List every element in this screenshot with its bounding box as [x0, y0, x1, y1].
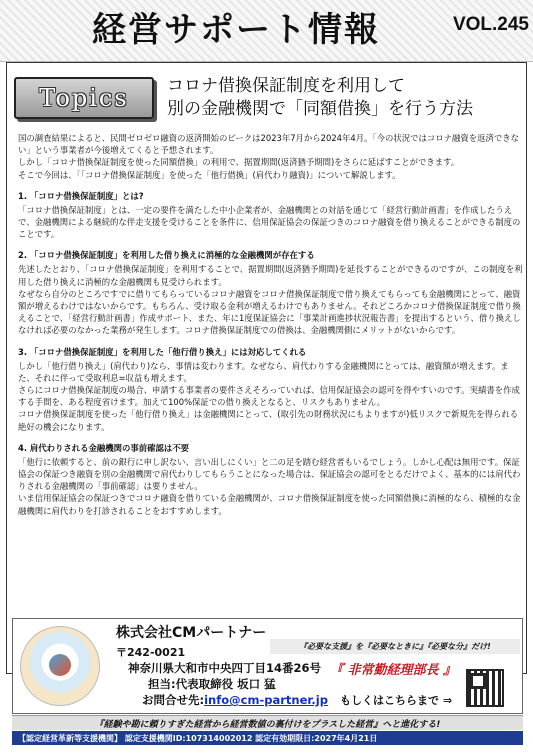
- topics-label: Topics: [39, 84, 129, 112]
- company-name: 株式会社CMパートナー: [116, 625, 267, 641]
- company-address: 神奈川県大和市中央四丁目14番26号: [128, 661, 322, 675]
- section-paragraph: なぜなら自分のところですでに借りてもらっているコロナ融資をコロナ借換保証制度で借り換えてもらっても金融機関にとって、融資額が増えるわけではないからです。もちろん、受け取る金利が増えるわけでもありません。それどころかコロナ借換保証制度で借り換えることで、「経営行動計画書」作成サポート、また、年に1度保証協会に「事業計画進捗状況報告書」を提出するという、借り換えしなければ必要のなかった業務が発生します。コロナ借換保証制度での借換は、金融機関側にメリットがないからです。: [18, 288, 521, 336]
- email-link[interactable]: info@cm-partner.jp: [204, 693, 328, 707]
- section-paragraph: 「他行に依頼すると、前の銀行に申し訳ない、言い出しにくい」と二の足を踏む経営者もいるでしょう。しかし心配は無用です。保証協会の保証つき融資を別の金融機関で肩代わりしてもらうことになった場合は、保証協会の認可をとるだけでよく、基本的には肩代わりされる金融機関の「事前確認」は要りません。: [18, 456, 521, 492]
- service-name: 『 非常勤経理部長 』: [330, 663, 457, 678]
- topics-badge: [14, 77, 154, 119]
- newsletter-title: 経営サポート情報: [92, 10, 380, 50]
- section-paragraph: さらにコロナ借換保証制度の場合、申請する事業者の要件さえそろっていれば、信用保証協会の認可を得やすいのです。実績書を作成する手間を、ある程度省けます。加えて100%保証での借り換えとなると、リスクもありません。: [18, 385, 520, 408]
- section-heading: 3. 「コロナ借換保証制度」を利用した「他行借り換え」には対応してくれる: [18, 346, 307, 357]
- intro-paragraph: そこで今回は、「「コロナ借換保証制度」を使った「他行借換」(肩代わり融資)」について解説します。: [18, 169, 401, 180]
- section-heading: 1. 「コロナ借換保証制度」とは?: [18, 190, 144, 201]
- headline-line-2: 別の金融機関で「同額借換」を行う方法: [167, 99, 473, 119]
- service-tagline: 『必要な支援』を『必要なときに』『必要な分』だけ!: [270, 639, 520, 654]
- section-paragraph: しかし「他行借り換え」(肩代わり)なら、事情は変わります。なぜなら、肩代わりする金融機関にとっては、融資額が増えます。また、それに伴って受取利息=収益も増えます。: [18, 360, 509, 383]
- headline-line-1: コロナ借換保証制度を利用して: [167, 76, 405, 96]
- article-body: [18, 132, 523, 517]
- section-heading: 2. 「コロナ借換保証制度」を利用した借り換えに消極的な金融機関が存在する: [18, 250, 315, 261]
- section-paragraph: コロナ借換保証制度を使った「他行借り換え」は金融機関にとって、(取引先の財務状況にもよりますが)低リスクで新規先を得られる絶好の機会になります。: [18, 409, 519, 432]
- contact-label: お問合せ先:: [142, 693, 205, 707]
- logo-mark-icon: [49, 654, 71, 676]
- section-heading: 4. 肩代わりされる金融機関の事前確認は不要: [18, 442, 190, 453]
- postal-code: 〒242-0021: [116, 646, 186, 659]
- certification-bar: 【認定経営革新等支援機関】 認定支援機関ID:107314002012 認定有効期限日:2027年4月21日: [12, 731, 523, 745]
- qr-pointer-text: もしくはこちらまで ⇒: [340, 694, 453, 707]
- representative: 担当:代表取締役 坂口 猛: [148, 677, 276, 691]
- qr-code-icon[interactable]: [466, 669, 504, 707]
- header-banner: [0, 0, 533, 62]
- slogan-bar: 『経験や勘に頼りすぎた経営から経営数値の裏付けをプラスした経営』へと進化する!: [12, 715, 523, 730]
- section-paragraph: いま信用保証協会の保証つきでコロナ融資を借りている金融機関が、コロナ借換保証制度を使った同額借換に消極的なら、積極的な金融機関に肩代わりを打診されることをおすすめします。: [18, 493, 521, 516]
- headline: [167, 75, 527, 121]
- intro-paragraph: しかし「コロナ借換保証制度を使った同額借換」の利用で、据置期間(返済猶予期間)をさらに延ばすことができます。: [18, 157, 460, 168]
- volume-number: VOL.245: [452, 14, 529, 35]
- section-paragraph: 先述したとおり、「コロナ借換保証制度」を利用することで、据置期間(返済猶予期間)を延長することができるのですが、この制度を利用した借り換えに消極的な金融機関も見受けられます。: [18, 264, 523, 287]
- section-paragraph: 「コロナ借換保証制度」とは、一定の要件を満たした中小企業者が、金融機関との対話を通じて「経営行動計画書」を作成したうえで、金融機関による継続的な伴走支援を受けることを条件に、信用保証協会の保証つきのコロナ融資を借り換えることができる制度のことです。: [18, 204, 521, 240]
- intro-paragraph: 国の調査結果によると、民間ゼロゼロ融資の返済開始のピークは2023年7月から2024年4月。「今の状況ではコロナ融資を返済できない」という事業者が今後増えてくると予想されます。: [18, 133, 519, 156]
- contact-line: [142, 692, 328, 708]
